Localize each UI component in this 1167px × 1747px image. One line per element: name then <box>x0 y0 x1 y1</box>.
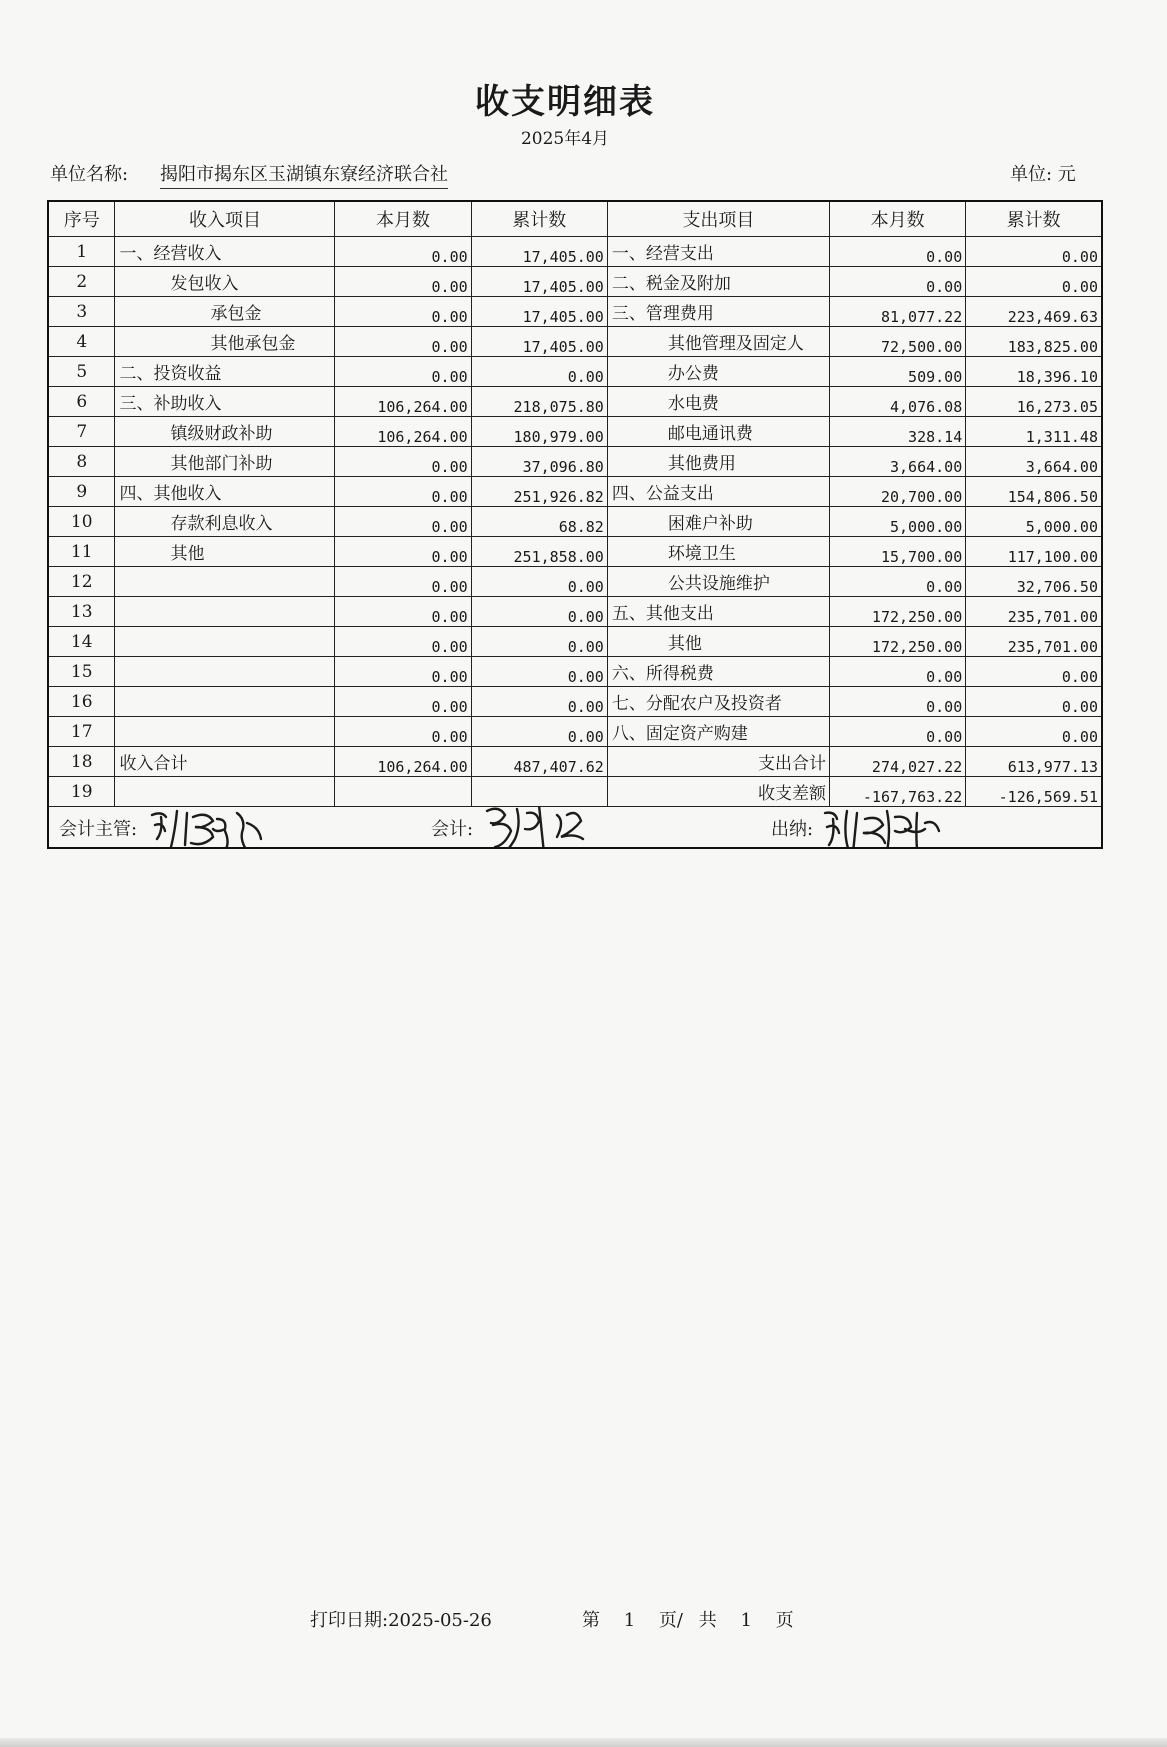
row-seq: 14 <box>48 627 115 657</box>
page-prefix: 第 <box>582 1610 600 1631</box>
expense-month-amount: 509.00 <box>830 357 966 387</box>
expense-item: 公共设施维护 <box>607 567 829 597</box>
income-cumulative-amount: 0.00 <box>471 657 607 687</box>
income-cumulative-amount: 251,858.00 <box>471 537 607 567</box>
income-cumulative-amount: 37,096.80 <box>471 447 607 477</box>
income-item: 四、其他收入 <box>115 477 335 507</box>
expense-cumulative-amount: 32,706.50 <box>966 567 1102 597</box>
row-seq: 3 <box>48 297 115 327</box>
expense-item: 办公费 <box>607 357 829 387</box>
income-month-amount: 0.00 <box>335 237 471 267</box>
expense-item: 三、管理费用 <box>607 297 829 327</box>
table-row <box>48 567 1102 597</box>
income-cumulative-amount: 0.00 <box>471 357 607 387</box>
income-month-amount: 0.00 <box>335 597 471 627</box>
accountant-signature <box>431 815 473 841</box>
income-cumulative-amount <box>471 777 607 807</box>
table-row <box>48 447 1102 477</box>
income-month-amount: 0.00 <box>335 267 471 297</box>
page-number: 1 <box>623 1610 636 1631</box>
expense-item: 其他费用 <box>607 447 829 477</box>
income-cumulative-amount: 0.00 <box>471 627 607 657</box>
supervisor-signature <box>59 815 137 841</box>
expense-month-amount: -167,763.22 <box>830 777 966 807</box>
header-income-cum: 累计数 <box>471 201 607 237</box>
table-row <box>48 747 1102 777</box>
row-seq: 18 <box>48 747 115 777</box>
row-seq: 9 <box>48 477 115 507</box>
expense-item: 困难户补助 <box>607 507 829 537</box>
expense-item: 支出合计 <box>607 747 829 777</box>
row-seq: 8 <box>48 447 115 477</box>
expense-cumulative-amount: 0.00 <box>966 267 1102 297</box>
table-row <box>48 537 1102 567</box>
income-month-amount: 0.00 <box>335 297 471 327</box>
expense-month-amount: 81,077.22 <box>830 297 966 327</box>
expense-item: 收支差额 <box>607 777 829 807</box>
expense-month-amount: 3,664.00 <box>830 447 966 477</box>
income-item <box>115 687 335 717</box>
expense-month-amount: 0.00 <box>830 567 966 597</box>
income-item: 其他部门补助 <box>115 447 335 477</box>
header-expense-item: 支出项目 <box>607 201 829 237</box>
expense-item: 二、税金及附加 <box>607 267 829 297</box>
income-item <box>115 597 335 627</box>
row-seq: 4 <box>48 327 115 357</box>
header-expense-cum: 累计数 <box>966 201 1102 237</box>
income-item: 承包金 <box>115 297 335 327</box>
print-date: 打印日期:2025-05-26 <box>310 1610 492 1631</box>
expense-month-amount: 328.14 <box>830 417 966 447</box>
expense-cumulative-amount: 3,664.00 <box>966 447 1102 477</box>
row-seq: 16 <box>48 687 115 717</box>
page-mid: 页/ 共 <box>658 1610 717 1631</box>
income-item <box>115 567 335 597</box>
table-row <box>48 597 1102 627</box>
table-row <box>48 627 1102 657</box>
income-cumulative-amount: 17,405.00 <box>471 237 607 267</box>
income-item: 存款利息收入 <box>115 507 335 537</box>
income-item: 一、经营收入 <box>115 237 335 267</box>
expense-cumulative-amount: -126,569.51 <box>966 777 1102 807</box>
expense-cumulative-amount: 117,100.00 <box>966 537 1102 567</box>
row-seq: 13 <box>48 597 115 627</box>
row-seq: 17 <box>48 717 115 747</box>
row-seq: 2 <box>48 267 115 297</box>
expense-cumulative-amount: 0.00 <box>966 717 1102 747</box>
page-title: 收支明细表 <box>475 82 655 122</box>
expense-item: 七、分配农户及投资者 <box>607 687 829 717</box>
expense-month-amount: 20,700.00 <box>830 477 966 507</box>
table-row <box>48 507 1102 537</box>
income-month-amount: 0.00 <box>335 357 471 387</box>
header-seq: 序号 <box>48 201 115 237</box>
cashier-label: 出纳: <box>771 819 814 840</box>
header-income-item: 收入项目 <box>115 201 335 237</box>
handwritten-signature-accountant <box>483 807 623 849</box>
income-month-amount: 0.00 <box>335 687 471 717</box>
expense-month-amount: 0.00 <box>830 657 966 687</box>
expense-cumulative-amount: 0.00 <box>966 657 1102 687</box>
income-month-amount: 0.00 <box>335 567 471 597</box>
income-month-amount: 0.00 <box>335 657 471 687</box>
income-item <box>115 777 335 807</box>
row-seq: 5 <box>48 357 115 387</box>
report-period: 2025年4月 <box>520 129 610 149</box>
income-cumulative-amount: 17,405.00 <box>471 327 607 357</box>
currency-unit: 单位: 元 <box>1010 164 1076 185</box>
expense-cumulative-amount: 235,701.00 <box>966 627 1102 657</box>
handwritten-signature-cashier <box>821 807 981 849</box>
expense-month-amount: 0.00 <box>830 267 966 297</box>
expense-month-amount: 172,250.00 <box>830 627 966 657</box>
scan-edge <box>0 1738 1167 1747</box>
expense-cumulative-amount: 5,000.00 <box>966 507 1102 537</box>
row-seq: 19 <box>48 777 115 807</box>
income-cumulative-amount: 0.00 <box>471 567 607 597</box>
expense-month-amount: 5,000.00 <box>830 507 966 537</box>
income-cumulative-amount: 68.82 <box>471 507 607 537</box>
supervisor-label: 会计主管: <box>59 819 138 840</box>
expense-cumulative-amount: 613,977.13 <box>966 747 1102 777</box>
row-seq: 12 <box>48 567 115 597</box>
expense-item: 水电费 <box>607 387 829 417</box>
expense-month-amount: 0.00 <box>830 237 966 267</box>
expense-month-amount: 0.00 <box>830 687 966 717</box>
expense-month-amount: 72,500.00 <box>830 327 966 357</box>
expense-cumulative-amount: 0.00 <box>966 237 1102 267</box>
expense-cumulative-amount: 154,806.50 <box>966 477 1102 507</box>
row-seq: 7 <box>48 417 115 447</box>
row-seq: 15 <box>48 657 115 687</box>
expense-item: 六、所得税费 <box>607 657 829 687</box>
income-month-amount: 106,264.00 <box>335 417 471 447</box>
expense-cumulative-amount: 235,701.00 <box>966 597 1102 627</box>
income-cumulative-amount: 17,405.00 <box>471 267 607 297</box>
income-cumulative-amount: 251,926.82 <box>471 477 607 507</box>
expense-cumulative-amount: 1,311.48 <box>966 417 1102 447</box>
income-cumulative-amount: 218,075.80 <box>471 387 607 417</box>
income-item: 二、投资收益 <box>115 357 335 387</box>
expense-month-amount: 4,076.08 <box>830 387 966 417</box>
income-month-amount: 0.00 <box>335 507 471 537</box>
expense-item: 四、公益支出 <box>607 477 829 507</box>
income-item: 其他承包金 <box>115 327 335 357</box>
table-row <box>48 237 1102 267</box>
signature-row <box>48 807 1102 849</box>
income-item: 其他 <box>115 537 335 567</box>
income-month-amount: 106,264.00 <box>335 387 471 417</box>
expense-month-amount: 172,250.00 <box>830 597 966 627</box>
table-row <box>48 417 1102 447</box>
income-month-amount: 0.00 <box>335 717 471 747</box>
income-month-amount: 0.00 <box>335 477 471 507</box>
expense-item: 八、固定资产购建 <box>607 717 829 747</box>
expense-item: 一、经营支出 <box>607 237 829 267</box>
page-total: 1 <box>740 1610 752 1631</box>
income-item <box>115 657 335 687</box>
unit-name-label: 单位名称: <box>50 164 129 185</box>
expense-item: 环境卫生 <box>607 537 829 567</box>
row-seq: 10 <box>48 507 115 537</box>
income-item: 镇级财政补助 <box>115 417 335 447</box>
cashier-signature <box>771 815 813 841</box>
unit-name: 揭阳市揭东区玉湖镇东寮经济联合社 <box>160 160 448 189</box>
table-row <box>48 297 1102 327</box>
income-item: 三、补助收入 <box>115 387 335 417</box>
income-cumulative-amount: 0.00 <box>471 717 607 747</box>
income-item: 发包收入 <box>115 267 335 297</box>
table-row <box>48 387 1102 417</box>
expense-cumulative-amount: 183,825.00 <box>966 327 1102 357</box>
income-month-amount: 0.00 <box>335 537 471 567</box>
income-month-amount: 0.00 <box>335 327 471 357</box>
income-cumulative-amount: 0.00 <box>471 597 607 627</box>
row-seq: 11 <box>48 537 115 567</box>
table-row <box>48 267 1102 297</box>
expense-item: 五、其他支出 <box>607 597 829 627</box>
income-item: 收入合计 <box>115 747 335 777</box>
income-cumulative-amount: 17,405.00 <box>471 297 607 327</box>
expense-cumulative-amount: 18,396.10 <box>966 357 1102 387</box>
expense-item: 其他 <box>607 627 829 657</box>
table-row <box>48 657 1102 687</box>
handwritten-signature-supervisor <box>147 807 287 849</box>
table-row <box>48 717 1102 747</box>
income-month-amount: 0.00 <box>335 447 471 477</box>
header-income-month: 本月数 <box>335 201 471 237</box>
income-cumulative-amount: 487,407.62 <box>471 747 607 777</box>
accountant-label: 会计: <box>431 819 474 840</box>
header-expense-month: 本月数 <box>830 201 966 237</box>
expense-month-amount: 15,700.00 <box>830 537 966 567</box>
table-row <box>48 327 1102 357</box>
table-row <box>48 687 1102 717</box>
expense-month-amount: 274,027.22 <box>830 747 966 777</box>
table-row <box>48 777 1102 807</box>
page-indicator <box>582 1606 802 1632</box>
expense-cumulative-amount: 223,469.63 <box>966 297 1102 327</box>
table-row <box>48 477 1102 507</box>
expense-item: 邮电通讯费 <box>607 417 829 447</box>
header-row <box>48 201 1102 237</box>
page-suffix: 页 <box>775 1610 794 1631</box>
income-month-amount: 0.00 <box>335 627 471 657</box>
income-month-amount <box>335 777 471 807</box>
income-cumulative-amount: 0.00 <box>471 687 607 717</box>
expense-cumulative-amount: 0.00 <box>966 687 1102 717</box>
ledger-table <box>47 200 1103 849</box>
income-cumulative-amount: 180,979.00 <box>471 417 607 447</box>
expense-item: 其他管理及固定人 <box>607 327 829 357</box>
income-month-amount: 106,264.00 <box>335 747 471 777</box>
row-seq: 1 <box>48 237 115 267</box>
expense-month-amount: 0.00 <box>830 717 966 747</box>
table-row <box>48 357 1102 387</box>
income-item <box>115 627 335 657</box>
income-item <box>115 717 335 747</box>
expense-cumulative-amount: 16,273.05 <box>966 387 1102 417</box>
row-seq: 6 <box>48 387 115 417</box>
